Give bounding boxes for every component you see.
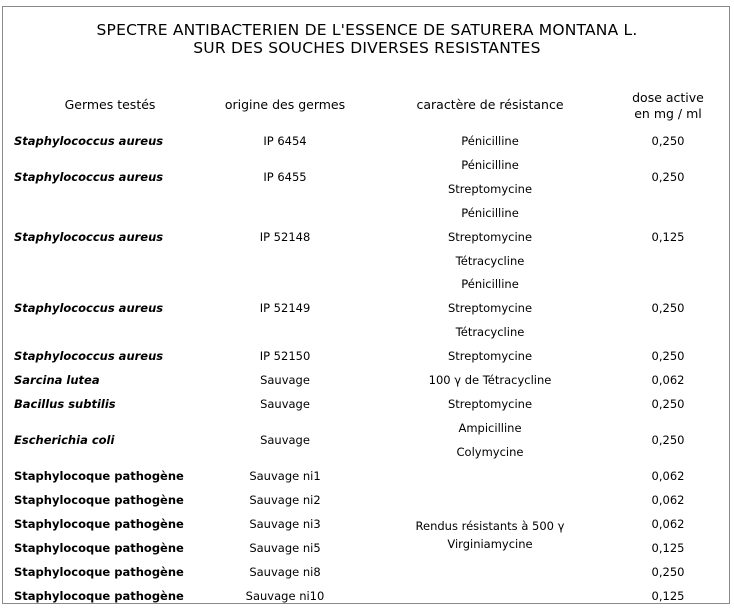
origin-cell: Sauvage ni5 — [249, 541, 321, 555]
germ-cell: Staphylococcus aureus — [14, 230, 164, 244]
header-resistance: caractère de résistance — [416, 97, 564, 112]
germ-cell: Sarcina lutea — [14, 373, 100, 387]
germ-cell: Staphylocoque pathogène — [14, 517, 184, 531]
resistance-cell: 100 γ de Tétracycline — [428, 373, 552, 387]
resistance-cell: Colymycine — [456, 445, 524, 459]
resistance-cell: Streptomycine — [447, 397, 533, 411]
dose-cell: 0,125 — [651, 589, 685, 603]
germ-cell: Staphylococcus aureus — [14, 301, 164, 315]
dose-cell: 0,250 — [651, 301, 685, 315]
header-dose-line2: en mg / ml — [634, 106, 702, 121]
germ-cell: Bacillus subtilis — [14, 397, 116, 411]
resistance-cell: Pénicilline — [461, 277, 519, 291]
origin-cell: Sauvage — [260, 433, 310, 447]
resistance-cell: Tétracycline — [455, 254, 525, 268]
resistance-cell: Streptomycine — [447, 349, 533, 363]
dose-cell: 0,250 — [651, 565, 685, 579]
resistance-cell: Pénicilline — [461, 206, 519, 220]
resistance-cell: Streptomycine — [447, 230, 533, 244]
origin-cell: IP 6455 — [263, 170, 307, 184]
germ-cell: Staphylocoque pathogène — [14, 541, 184, 555]
origin-cell: Sauvage ni8 — [249, 565, 321, 579]
dose-cell: 0,250 — [651, 349, 685, 363]
dose-cell: 0,062 — [651, 517, 685, 531]
dose-cell: 0,250 — [651, 134, 685, 148]
origin-cell: Sauvage — [260, 397, 310, 411]
dose-cell: 0,062 — [651, 493, 685, 507]
resistance-group-line1: Rendus résistants à 500 γ — [415, 519, 565, 533]
germ-cell: Staphylocoque pathogène — [14, 565, 184, 579]
header-dose-line1: dose active — [632, 90, 704, 105]
germ-cell: Staphylocoque pathogène — [14, 469, 184, 483]
origin-cell: Sauvage — [260, 373, 310, 387]
origin-cell: Sauvage ni10 — [245, 589, 325, 603]
resistance-cell: Ampicilline — [458, 421, 522, 435]
germ-cell: Escherichia coli — [14, 433, 115, 447]
dose-cell: 0,250 — [651, 170, 685, 184]
origin-cell: Sauvage ni2 — [249, 493, 321, 507]
dose-cell: 0,125 — [651, 541, 685, 555]
header-germes: Germes testés — [64, 97, 156, 112]
origin-cell: IP 52149 — [259, 301, 311, 315]
germ-cell: Staphylococcus aureus — [14, 349, 164, 363]
dose-cell: 0,250 — [651, 397, 685, 411]
origin-cell: Sauvage ni1 — [249, 469, 321, 483]
origin-cell: IP 52150 — [259, 349, 311, 363]
header-origine: origine des germes — [224, 97, 346, 112]
resistance-cell: Streptomycine — [447, 182, 533, 196]
dose-cell: 0,062 — [651, 373, 685, 387]
dose-cell: 0,125 — [651, 230, 685, 244]
germ-cell: Staphylococcus aureus — [14, 134, 164, 148]
page-title: SPECTRE ANTIBACTERIEN DE L'ESSENCE DE SATURERA MONTANA L. — [96, 21, 638, 39]
germ-cell: Staphylocoque pathogène — [14, 589, 184, 603]
germ-cell: Staphylocoque pathogène — [14, 493, 184, 507]
dose-cell: 0,062 — [651, 469, 685, 483]
origin-cell: IP 6454 — [263, 134, 307, 148]
page-subtitle: SUR DES SOUCHES DIVERSES RESISTANTES — [193, 39, 541, 57]
resistance-cell: Streptomycine — [447, 301, 533, 315]
resistance-cell: Tétracycline — [455, 325, 525, 339]
resistance-cell: Pénicilline — [461, 134, 519, 148]
origin-cell: IP 52148 — [259, 230, 311, 244]
dose-cell: 0,250 — [651, 433, 685, 447]
resistance-cell: Pénicilline — [461, 158, 519, 172]
germ-cell: Staphylococcus aureus — [14, 170, 164, 184]
origin-cell: Sauvage ni3 — [249, 517, 321, 531]
resistance-group-line2: Virginiamycine — [447, 537, 533, 551]
